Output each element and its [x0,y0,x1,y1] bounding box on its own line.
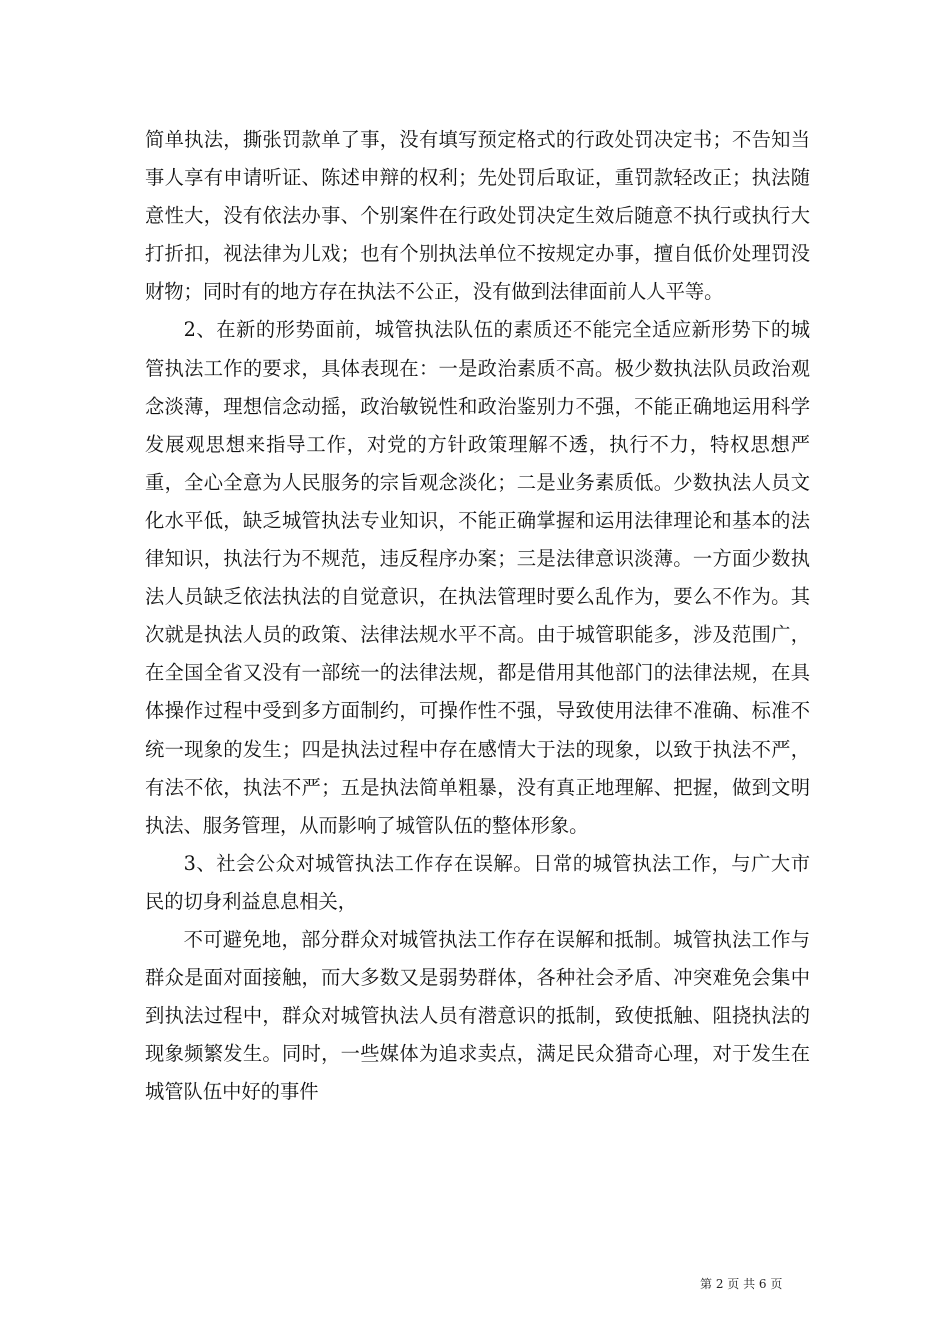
page-number: 第 2 页 共 6 页 [700,1277,783,1291]
paragraph-continued: 简单执法，撕张罚款单了事，没有填写预定格式的行政处罚决定书；不告知当事人享有申请听证、陈述申辩的权利；先处罚后取证，重罚款轻改正；执法随意性大，没有依法办事、个别案件在行政处罚决定生效后随意不执行或执行大打折扣，视法律为儿戏；也有个别执法单位不按规定办事，擅自低价处理罚没财物；同时有的地方存在执法不公正，没有做到法律面前人人平等。 [145,128,810,304]
paragraph-4: 不可避免地，部分群众对城管执法工作存在误解和抵制。城管执法工作与群众是面对面接触，而大多数又是弱势群体，各种社会矛盾、冲突难免会集中到执法过程中，群众对城管执法人员有潜意识的抵制，致使抵触、阻挠执法的现象频繁发生。同时，一些媒体为追求卖点，满足民众猎奇心理，对于发生在城管队伍中好的事件 [145,927,810,1104]
paragraph-3: 3、社会公众对城管执法工作存在误解。日常的城管执法工作，与广大市民的切身利益息息相关， [145,851,810,913]
document-body [145,121,810,1111]
paragraph-2: 2、在新的形势面前，城管执法队伍的素质还不能完全适应新形势下的城管执法工作的要求，具体表现在：一是政治素质不高。极少数执法队员政治观念淡薄，理想信念动摇，政治敏锐性和政治鉴别力不强，不能正确地运用科学发展观思想来指导工作，对党的方针政策理解不透，执行不力，特权思想严重，全心全意为人民服务的宗旨观念淡化；二是业务素质低。少数执法人员文化水平低，缺乏城管执法专业知识，不能正确掌握和运用法律理论和基本的法律知识，执法行为不规范，违反程序办案；三是法律意识淡薄。一方面少数执法人员缺乏依法执法的自觉意识，在执法管理时要么乱作为，要么不作为。其次就是执法人员的政策、法律法规水平不高。由于城管职能多，涉及范围广，在全国全省又没有一部统一的法律法规，都是借用其他部门的法律法规，在具体操作过程中受到多方面制约，可操作性不强，导致使用法律不准确、标准不统一现象的发生；四是执法过程中存在感情大于法的现象，以致于执法不严，有法不依，执法不严；五是执法简单粗暴，没有真正地理解、把握，做到文明执法、服务管理，从而影响了城管队伍的整体形象。 [145,318,810,837]
